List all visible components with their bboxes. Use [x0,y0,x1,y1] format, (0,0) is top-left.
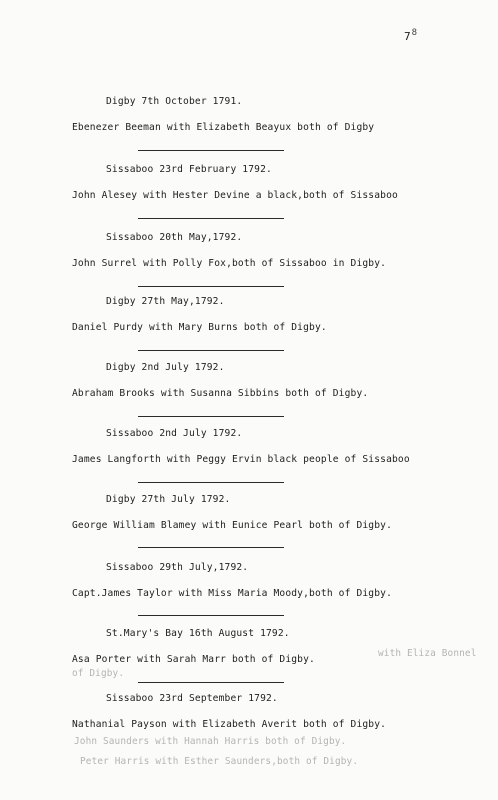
entry-place-date: Digby 27th May,1792. [106,296,225,307]
entry-place-date: Sissaboo 2nd July 1792. [106,428,243,439]
page-number-alt: 8 [411,28,418,38]
entry-place-date: Digby 7th October 1791. [106,96,243,107]
entry-couple: John Surrel with Polly Fox,both of Sissaboo in Digby. [72,258,387,269]
entry-divider [138,547,284,548]
entry-place-date: St.Mary's Bay 16th August 1792. [106,628,290,639]
entry-divider [138,218,284,219]
entry-place-date: Digby 2nd July 1792. [106,362,225,373]
entry-divider [138,416,284,417]
entry-couple: Nathanial Payson with Elizabeth Averit both of Digby. [72,719,387,730]
entry-divider [138,615,284,616]
page-number-main: 7 [404,30,411,43]
entry-place-date: Sissaboo 23rd September 1792. [106,693,278,704]
entry-couple: James Langforth with Peggy Ervin black people of Sissaboo [72,454,410,465]
entry-divider [138,150,284,151]
entry-couple: Daniel Purdy with Mary Burns both of Digby. [72,322,327,333]
ghost-line: of Digby. [72,668,125,679]
entry-place-date: Sissaboo 29th July,1792. [106,562,249,573]
entry-couple: Abraham Brooks with Susanna Sibbins both of Digby. [72,388,369,399]
entry-place-date: Sissaboo 20th May,1792. [106,232,243,243]
entry-couple: Asa Porter with Sarah Marr both of Digby. [72,654,315,665]
entry-divider [138,482,284,483]
ghost-line: with Eliza Bonnel [378,648,477,659]
page-number [404,30,417,43]
ghost-line: Peter Harris with Esther Saunders,both of Digby. [80,756,359,767]
entry-divider [138,286,284,287]
entry-couple: Capt.James Taylor with Miss Maria Moody,both of Digby. [72,588,392,599]
entry-couple: John Alesey with Hester Devine a black,both of Sissaboo [72,190,398,201]
entry-divider [138,350,284,351]
ghost-line: John Saunders with Hannah Harris both of Digby. [74,736,347,747]
entry-couple: Ebenezer Beeman with Elizabeth Beayux both of Digby [72,122,375,133]
entry-place-date: Digby 27th July 1792. [106,494,231,505]
entry-couple: George William Blamey with Eunice Pearl both of Digby. [72,520,392,531]
entry-place-date: Sissaboo 23rd February 1792. [106,164,272,175]
entry-divider [138,682,284,683]
